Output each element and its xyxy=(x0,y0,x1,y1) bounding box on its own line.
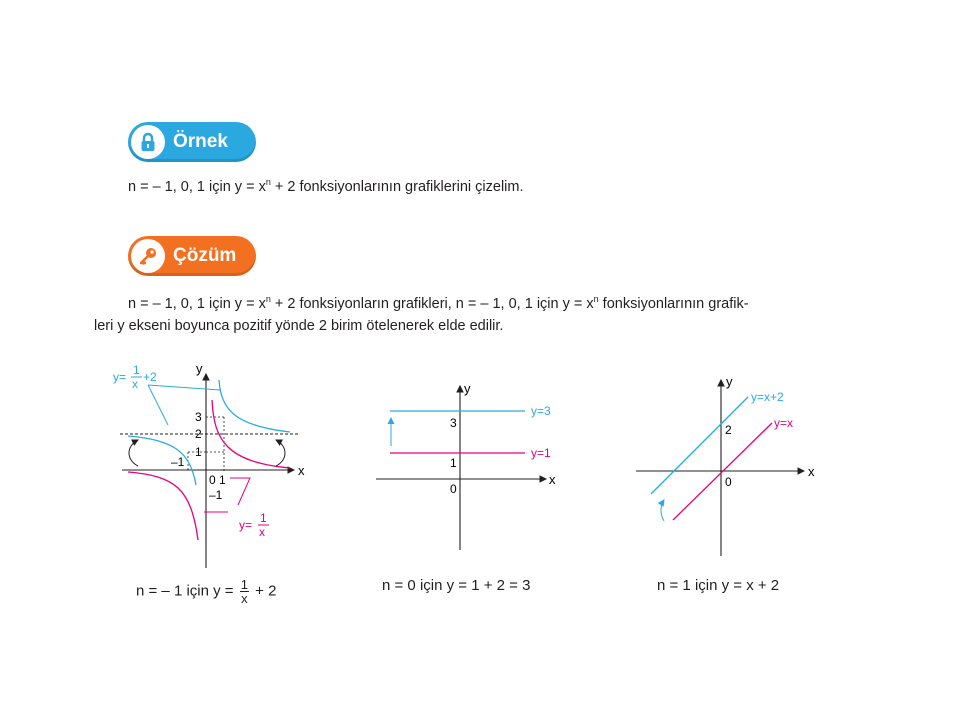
graph1-tick-y2: 2 xyxy=(195,427,202,441)
graph-2 xyxy=(370,378,570,558)
example-badge-label: Örnek xyxy=(173,131,228,152)
svg-text:x: x xyxy=(132,377,138,391)
solution-line-1: n = – 1, 0, 1 için $y = x^n + 2$ fonksiyonların grafikleri, n = – 1, 0, 1 için $y = x^n$ fonksiyonlarının grafik- xyxy=(128,294,749,312)
graph1-tick-ym1: –1 xyxy=(209,488,223,502)
graph2-x-axis-label: x xyxy=(549,472,556,487)
graph2-label-y3: y=3 xyxy=(531,404,551,418)
graph1-curve-shifted-right xyxy=(219,380,290,432)
graph2-tick-origin: 0 xyxy=(450,482,457,496)
graph2-label-y1: y=1 xyxy=(531,446,551,460)
svg-text:x: x xyxy=(259,525,265,539)
graph1-tick-origin: 0 1 xyxy=(209,473,226,487)
graph1-bottom-label xyxy=(239,511,269,539)
graph1-tick-y1: 1 xyxy=(195,445,202,459)
graph1-y-axis-label: y xyxy=(196,361,203,376)
graph3-shift-arrow xyxy=(661,500,664,521)
graph1-tick-xm1: –1 xyxy=(171,455,185,469)
graph1-caption-fraction: $\frac{1}{x}$ xyxy=(240,577,248,606)
svg-text:1: 1 xyxy=(133,363,140,377)
graph2-tick-y3: 3 xyxy=(450,416,457,430)
svg-text:y=: y= xyxy=(113,370,127,384)
graph1-bottom-label-leader-2 xyxy=(230,478,250,505)
solution-line-2: leri y ekseni boyunca pozitif yönde 2 birim ötelenerek elde edilir. xyxy=(94,318,504,334)
lock-icon xyxy=(131,125,165,159)
graph3-tick-origin: 0 xyxy=(725,475,732,489)
graph1-x-axis-label: x xyxy=(298,463,305,478)
graph3-y-axis-label: y xyxy=(726,374,733,389)
graph1-curve-base-left xyxy=(128,472,198,540)
graph3-line-x-plus-2 xyxy=(651,397,748,494)
graph1-curve-shifted-left xyxy=(128,436,196,485)
graph1-caption: n = – 1 için y = $\frac{1}{x}$ + 2 xyxy=(136,577,277,606)
svg-text:y=: y= xyxy=(239,518,253,532)
solution-badge-label: Çözüm xyxy=(173,245,237,266)
graph3-x-axis-label: x xyxy=(808,464,815,479)
graph3-caption: n = 1 için y = x + 2 xyxy=(657,577,780,594)
graph2-tick-y1: 1 xyxy=(450,456,457,470)
graph2-y-axis-label: y xyxy=(464,381,471,396)
graph-1 xyxy=(98,355,318,570)
key-icon xyxy=(131,239,165,273)
graph1-top-label-leader-2 xyxy=(148,385,220,390)
example-statement: n = – 1, 0, 1 için $y = x^n + 2$ fonksiyonlarının grafiklerini çizelim. xyxy=(128,177,524,195)
graph2-caption: n = 0 için y = 1 + 2 = 3 xyxy=(382,577,531,594)
graph1-shift-arrow-left xyxy=(129,440,138,466)
graph-3 xyxy=(630,372,830,562)
graph1-top-label-leader xyxy=(148,385,168,425)
example-badge xyxy=(128,122,256,162)
solution-badge xyxy=(128,236,256,276)
graph3-tick-y2: 2 xyxy=(725,423,732,437)
graph1-top-label xyxy=(113,363,157,391)
graph1-shift-arrow-right xyxy=(276,440,285,466)
svg-text:1: 1 xyxy=(260,511,267,525)
graph1-tick-y3: 3 xyxy=(195,410,202,424)
svg-text:+2: +2 xyxy=(143,370,157,384)
graph3-label-x: y=x xyxy=(774,416,794,430)
graph3-label-x-plus-2: y=x+2 xyxy=(751,390,784,404)
